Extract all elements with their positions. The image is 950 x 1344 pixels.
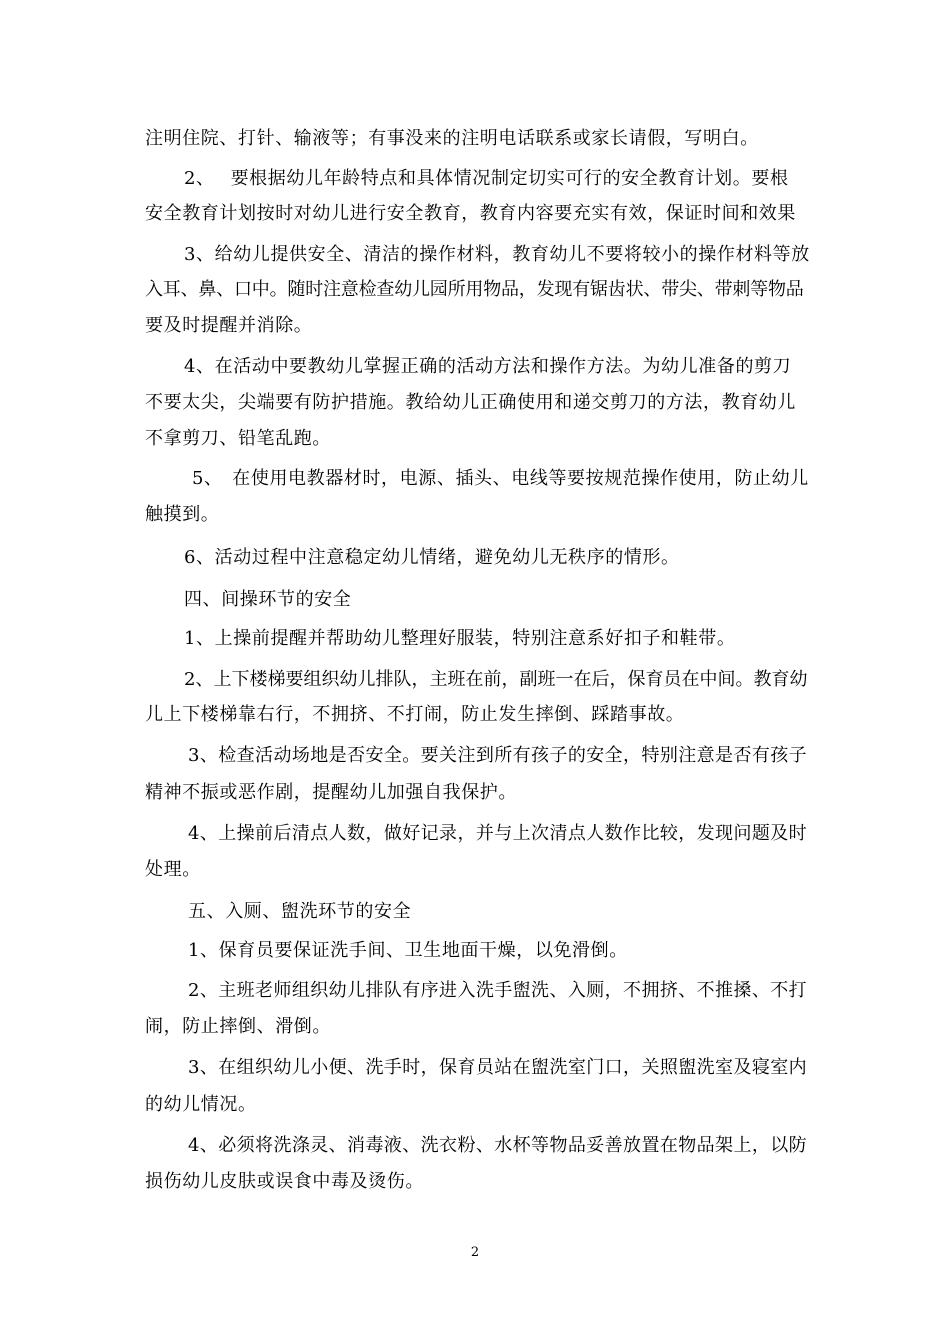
text-line: 不要太尖，尖端要有防护措施。教给幼儿正确使用和递交剪刀的方法，教育幼儿: [145, 392, 796, 413]
text-line: 5、 在使用电教器材时，电源、插头、电线等要按规范操作使用，防止幼儿: [192, 468, 809, 489]
text-line: 注明住院、打针、输液等；有事没来的注明电话联系或家长请假，写明白。: [145, 128, 759, 149]
section-heading: 五、入厕、盥洗环节的安全: [188, 901, 412, 922]
text-line: 损伤幼儿皮肤或误食中毒及烫伤。: [145, 1171, 424, 1192]
text-line: 3、给幼儿提供安全、清洁的操作材料，教育幼儿不要将较小的操作材料等放: [184, 244, 810, 265]
text-line: 4、上操前后清点人数，做好记录，并与上次清点人数作比较，发现问题及时: [188, 823, 808, 844]
text-line: 精神不振或恶作剧，提醒幼儿加强自我保护。: [145, 782, 517, 803]
text-line: 的幼儿情况。: [145, 1094, 257, 1115]
text-line: 不拿剪刀、铅笔乱跑。: [145, 428, 331, 449]
text-line: 1、上操前提醒并帮助幼儿整理好服装，特别注意系好扣子和鞋带。: [184, 628, 736, 649]
text-line: 4、必须将洗涤灵、消毒液、洗衣粉、水杯等物品妥善放置在物品架上，以防: [188, 1135, 808, 1156]
text-line: 儿上下楼梯靠右行，不拥挤、不打闹，防止发生摔倒、踩踏事故。: [145, 704, 685, 725]
text-line: 处理。: [145, 859, 201, 880]
text-line: 闹，防止摔倒、滑倒。: [145, 1016, 331, 1037]
text-line: 6、活动过程中注意稳定幼儿情绪，避免幼儿无秩序的情形。: [184, 547, 680, 568]
text-line: 3、在组织幼儿小便、洗手时，保育员站在盥洗室门口，关照盥洗室及寝室内: [188, 1057, 808, 1078]
text-line: 2、上下楼梯要组织幼儿排队，主班在前，副班一在后，保育员在中间。教育幼: [184, 669, 808, 690]
page-number: 2: [470, 1245, 480, 1260]
text-line: 3、检查活动场地是否安全。要关注到所有孩子的安全，特别注意是否有孩子: [188, 745, 808, 766]
section-heading: 四、间操环节的安全: [184, 589, 352, 610]
text-line: 触摸到。: [145, 504, 220, 525]
text-line: 2、 要根据幼儿年龄特点和具体情况制定切实可行的安全教育计划。要根: [184, 168, 789, 189]
text-line: 要及时提醒并消除。: [145, 315, 313, 336]
text-line: 1、保育员要保证洗手间、卫生地面干燥，以免滑倒。: [188, 940, 628, 961]
text-line: 入耳、鼻、口中。随时注意检查幼儿园所用物品，发现有锯齿状、带尖、带刺等物品: [145, 279, 804, 300]
text-line: 2、主班老师组织幼儿排队有序进入洗手盥洗、入厕，不拥挤、不推搡、不打: [188, 980, 808, 1001]
text-line: 安全教育计划按时对幼儿进行安全教育，教育内容要充实有效，保证时间和效果: [145, 203, 796, 224]
text-line: 4、在活动中要教幼儿掌握正确的活动方法和操作方法。为幼儿准备的剪刀: [184, 356, 792, 377]
